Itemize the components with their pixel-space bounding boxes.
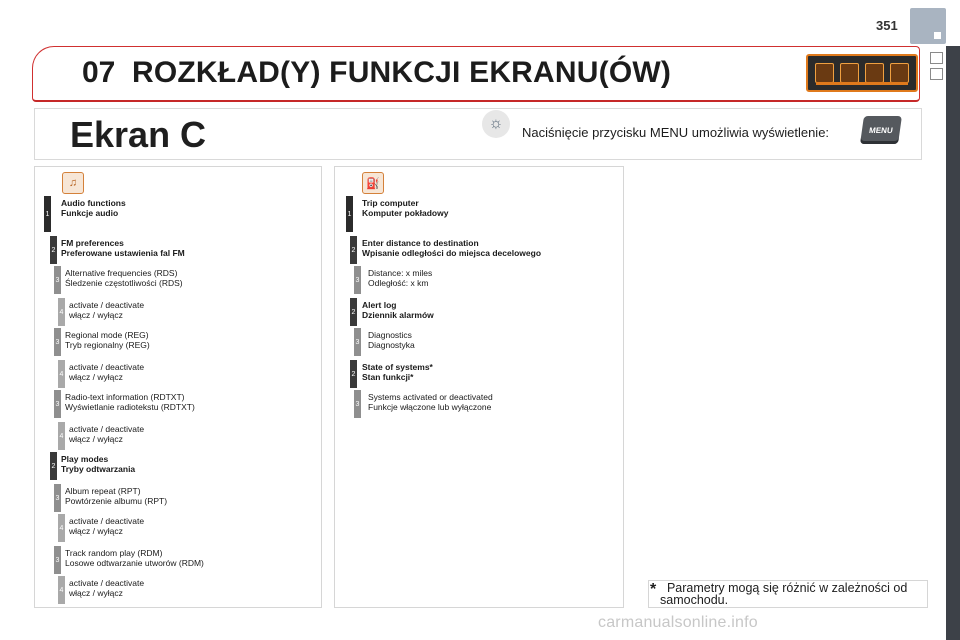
right-panel: [334, 166, 624, 608]
menu-item: [65, 330, 150, 350]
level-4-badge: 4: [58, 298, 65, 326]
menu-item-line: activate / deactivate: [69, 362, 145, 372]
chapter-number: 07: [82, 56, 116, 89]
menu-item-line: Dziennik alarmów: [362, 310, 434, 320]
phone-icon: [865, 63, 884, 83]
menu-item: [368, 392, 493, 412]
footnote-body: Parametry mogą się różnić w zależności od samochodu.: [660, 581, 908, 607]
menu-item-line: Powtórzenie albumu (RPT): [65, 496, 168, 506]
level-2-badge: 2: [50, 236, 57, 264]
level-4-badge: 4: [58, 514, 65, 542]
level-1-badge: 1: [346, 196, 353, 232]
menu-item-line: Funkcje włączone lub wyłączone: [368, 402, 492, 412]
level-4-badge: 4: [58, 422, 65, 450]
menu-item-line: Alert log: [362, 300, 397, 310]
fuel-icon: [890, 63, 909, 83]
menu-item: [368, 330, 415, 350]
menu-item: [69, 578, 144, 598]
footnote-text: [660, 582, 922, 606]
menu-item: [362, 198, 448, 218]
menu-item-line: activate / deactivate: [69, 516, 145, 526]
menu-button-icon: MENU: [860, 116, 902, 144]
level-3-badge: 3: [54, 328, 61, 356]
level-1-badge: 1: [44, 196, 51, 232]
menu-item-line: activate / deactivate: [69, 300, 145, 310]
chapter-title: ROZKŁAD(Y) FUNKCJI EKRANU(ÓW): [132, 56, 672, 89]
corner-square-icon: [934, 32, 941, 39]
level-4-badge: 4: [58, 360, 65, 388]
menu-item: [69, 424, 144, 444]
menu-item-line: Wpisanie odległości do miejsca decelowego: [362, 248, 542, 258]
level-3-badge: 3: [54, 546, 61, 574]
info-text: Naciśnięcie przycisku MENU umożliwia wyświetlenie:: [522, 125, 830, 140]
menu-item: [65, 268, 183, 288]
level-2-badge: 2: [350, 360, 357, 388]
level-2-badge: 2: [350, 298, 357, 326]
menu-item-line: Preferowane ustawienia fal FM: [61, 248, 185, 258]
menu-item: [362, 362, 433, 382]
level-3-badge: 3: [54, 484, 61, 512]
menu-item-line: Audio functions: [61, 198, 126, 208]
menu-item: [69, 362, 144, 382]
menu-item-line: Funkcje audio: [61, 208, 119, 218]
level-3-badge: 3: [54, 390, 61, 418]
menu-item: [61, 198, 126, 218]
menu-item-line: Trip computer: [362, 198, 419, 208]
menu-item-line: State of systems*: [362, 362, 433, 372]
menu-item-line: Regional mode (REG): [65, 330, 149, 340]
menu-item: [61, 454, 135, 474]
corner-tab: [910, 8, 946, 44]
menu-item-line: Track random play (RDM): [65, 548, 163, 558]
menu-item-line: włącz / wyłącz: [69, 588, 123, 598]
screen-title: Ekran C: [70, 114, 207, 155]
menu-item: [69, 300, 144, 320]
menu-item-line: Odległość: x km: [368, 278, 429, 288]
icon-strip-bar: [816, 82, 908, 85]
menu-item: [368, 268, 432, 288]
menu-item-line: activate / deactivate: [69, 578, 145, 588]
watermark: carmanualsonline.info: [598, 614, 758, 631]
menu-item-line: Śledzenie częstotliwości (RDS): [65, 278, 183, 288]
screen-icons-strip: [806, 54, 918, 92]
menu-item-line: Stan funkcji*: [362, 372, 414, 382]
level-3-badge: 3: [354, 390, 361, 418]
menu-item-line: Radio-text information (RDTXT): [65, 392, 185, 402]
level-3-badge: 3: [54, 266, 61, 294]
footnote-star: *: [650, 581, 657, 598]
left-panel: [34, 166, 322, 608]
menu-item-line: włącz / wyłącz: [69, 372, 123, 382]
audio-function-icon: ♫: [62, 172, 84, 194]
trip-computer-icon: ⛽: [362, 172, 384, 194]
menu-item-line: włącz / wyłącz: [69, 526, 123, 536]
menu-item-line: Alternative frequencies (RDS): [65, 268, 178, 278]
info-sun-icon: ☼: [482, 110, 510, 138]
menu-item-line: Diagnostics: [368, 330, 412, 340]
nav-box-icon: [930, 68, 943, 80]
level-4-badge: 4: [58, 576, 65, 604]
menu-item-line: Tryby odtwarzania: [61, 464, 136, 474]
level-2-badge: 2: [50, 452, 57, 480]
menu-item-line: Diagnostyka: [368, 340, 415, 350]
level-2-badge: 2: [350, 236, 357, 264]
menu-item-line: activate / deactivate: [69, 424, 145, 434]
menu-item: [65, 548, 204, 568]
menu-item-line: FM preferences: [61, 238, 124, 248]
level-3-badge: 3: [354, 328, 361, 356]
menu-item: [362, 300, 434, 320]
menu-item-line: Wyświetlanie radiotekstu (RDTXT): [65, 402, 195, 412]
audio-icon: [815, 63, 834, 83]
menu-item: [61, 238, 185, 258]
menu-item-line: Tryb regionalny (REG): [65, 340, 150, 350]
document-icon: [840, 63, 859, 83]
menu-item-line: Komputer pokładowy: [362, 208, 449, 218]
menu-item-line: włącz / wyłącz: [69, 310, 123, 320]
menu-item: [69, 516, 144, 536]
menu-item: [65, 486, 167, 506]
menu-item-line: Losowe odtwarzanie utworów (RDM): [65, 558, 204, 568]
page-number: 351: [876, 18, 898, 33]
nav-box-icon: [930, 52, 943, 64]
menu-item: [65, 392, 195, 412]
menu-item-line: włącz / wyłącz: [69, 434, 123, 444]
menu-item-line: Distance: x miles: [368, 268, 433, 278]
menu-item-line: Enter distance to destination: [362, 238, 479, 248]
menu-item-line: Play modes: [61, 454, 109, 464]
menu-item-line: Systems activated or deactivated: [368, 392, 493, 402]
menu-item: [362, 238, 541, 258]
menu-item-line: Album repeat (RPT): [65, 486, 141, 496]
level-3-badge: 3: [354, 266, 361, 294]
right-rule: [946, 46, 960, 640]
